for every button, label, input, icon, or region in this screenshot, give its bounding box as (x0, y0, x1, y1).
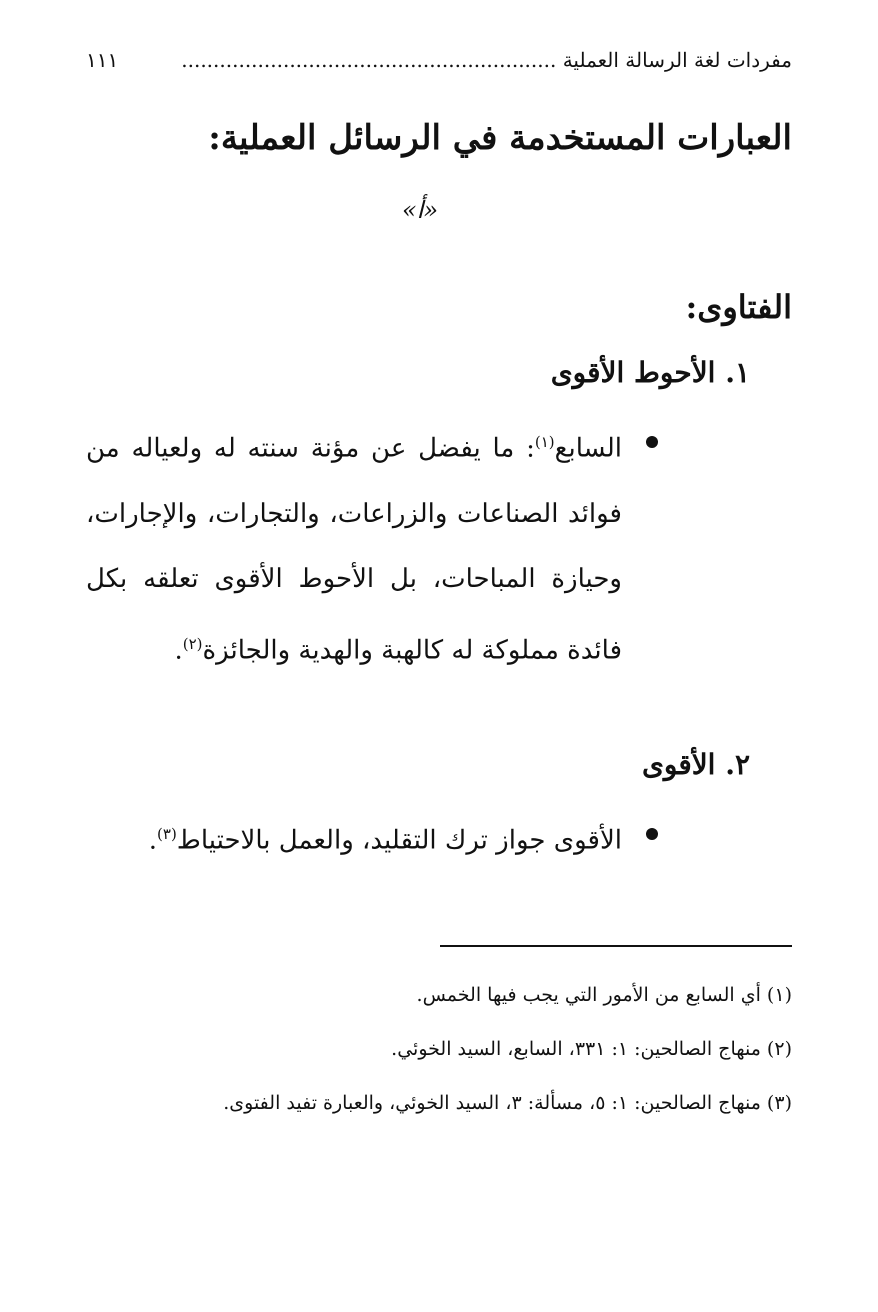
bullet-icon (646, 828, 658, 840)
footnote-ref-3: (٣) (157, 825, 177, 843)
footnote-ref-2: (٢) (182, 634, 203, 653)
page-number: ١١١ (86, 48, 119, 72)
item-heading-2: ٢. الأقوى (641, 748, 750, 781)
bullet-icon (646, 436, 658, 448)
footnote-1: (١) أي السابع من الأمور التي يجب فيها الخمس. (416, 984, 792, 1006)
footnote-ref-1: (١) (534, 433, 555, 451)
footnote-3: (٣) منهاج الصالحين: ١: ٥، مسألة: ٣، السيد الخوئي، والعبارة تفيد الفتوى. (223, 1092, 792, 1114)
bullet-paragraph-2: الأقوى جواز ترك التقليد، والعمل بالاحتياط$^{(٣)}$. (148, 825, 622, 856)
footnote-2: (٢) منهاج الصالحين: ١: ٣٣١، السابع، السيد الخوئي. (391, 1038, 792, 1060)
letter-heading: «أ» (401, 196, 439, 224)
footnote-divider (440, 945, 792, 947)
section-heading: الفتاوى: (685, 288, 792, 326)
page-title: العبارات المستخدمة في الرسائل العملية: (208, 118, 792, 158)
item-heading-1: ١. الأحوط الأقوى (550, 356, 750, 389)
running-title: مفردات لغة الرسالة العملية ........................................................... (181, 48, 792, 72)
running-header (86, 44, 792, 76)
bullet-paragraph-1: السابع$^{(١)}$: ما يفضل عن مؤنة سنته له ولعياله من فوائد الصناعات والزراعات، والتجارات، والإجارات، وحيازة المباحات، بل الأحوط الأقوى تعلقه بكل فائدة مملوكة له كالهبة والهدية والجائزة$^{(٢)}$. (86, 433, 622, 666)
